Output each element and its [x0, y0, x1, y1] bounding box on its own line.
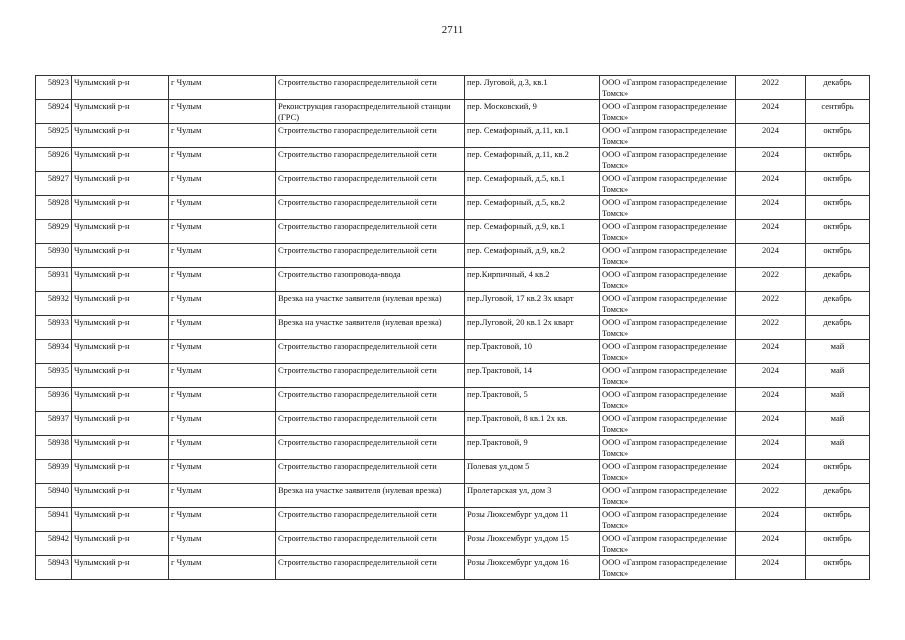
district-cell: Чулымский р-н [72, 316, 169, 340]
year-cell: 2024 [736, 196, 806, 220]
address-cell: пер. Семафорный, д.11, кв.1 [465, 124, 600, 148]
table-row [36, 268, 870, 292]
settlement-cell: г Чулым [169, 292, 276, 316]
settlement-cell: г Чулым [169, 148, 276, 172]
row-number-cell: 58943 [36, 556, 72, 580]
year-cell: 2024 [736, 508, 806, 532]
month-cell: декабрь [806, 484, 870, 508]
month-cell: декабрь [806, 316, 870, 340]
page-number: 2711 [441, 24, 464, 36]
row-number-cell: 58931 [36, 268, 72, 292]
table-row [36, 388, 870, 412]
address-cell: Розы Люксембург ул,дом 16 [465, 556, 600, 580]
work-type-cell: Реконструкция газораспределительной станции (ГРС) [276, 100, 465, 124]
address-cell: пер.Трактовой, 9 [465, 436, 600, 460]
table-row [36, 340, 870, 364]
table-row [36, 484, 870, 508]
year-cell: 2024 [736, 244, 806, 268]
table-row [36, 172, 870, 196]
settlement-cell: г Чулым [169, 124, 276, 148]
work-type-cell: Строительство газораспределительной сети [276, 220, 465, 244]
table-row [36, 556, 870, 580]
work-type-cell: Строительство газопровода-ввода [276, 268, 465, 292]
year-cell: 2024 [736, 532, 806, 556]
work-type-cell: Строительство газораспределительной сети [276, 196, 465, 220]
address-cell: пер.Трактовой, 8 кв.1 2х кв. [465, 412, 600, 436]
settlement-cell: г Чулым [169, 76, 276, 100]
row-number-cell: 58928 [36, 196, 72, 220]
table-row [36, 412, 870, 436]
work-type-cell: Строительство газораспределительной сети [276, 532, 465, 556]
row-number-cell: 58935 [36, 364, 72, 388]
row-number-cell: 58934 [36, 340, 72, 364]
address-cell: пер. Семафорный, д.11, кв.2 [465, 148, 600, 172]
year-cell: 2022 [736, 316, 806, 340]
table-row [36, 460, 870, 484]
row-number-cell: 58933 [36, 316, 72, 340]
settlement-cell: г Чулым [169, 436, 276, 460]
address-cell: пер. Луговой, д.3, кв.1 [465, 76, 600, 100]
month-cell: октябрь [806, 532, 870, 556]
settlement-cell: г Чулым [169, 556, 276, 580]
organization-cell: ООО «Газпром газораспределение Томск» [600, 172, 736, 196]
district-cell: Чулымский р-н [72, 268, 169, 292]
row-number-cell: 58923 [36, 76, 72, 100]
row-number-cell: 58924 [36, 100, 72, 124]
month-cell: декабрь [806, 76, 870, 100]
year-cell: 2024 [736, 364, 806, 388]
district-cell: Чулымский р-н [72, 292, 169, 316]
organization-cell: ООО «Газпром газораспределение Томск» [600, 220, 736, 244]
month-cell: май [806, 340, 870, 364]
settlement-cell: г Чулым [169, 100, 276, 124]
year-cell: 2022 [736, 76, 806, 100]
table-row [36, 244, 870, 268]
settlement-cell: г Чулым [169, 196, 276, 220]
row-number-cell: 58925 [36, 124, 72, 148]
work-type-cell: Строительство газораспределительной сети [276, 388, 465, 412]
month-cell: октябрь [806, 196, 870, 220]
table-row [36, 508, 870, 532]
table-row [36, 124, 870, 148]
table-row [36, 100, 870, 124]
table-row [36, 220, 870, 244]
settlement-cell: г Чулым [169, 532, 276, 556]
organization-cell: ООО «Газпром газораспределение Томск» [600, 268, 736, 292]
settlement-cell: г Чулым [169, 364, 276, 388]
address-cell: Пролетарская ул, дом 3 [465, 484, 600, 508]
district-cell: Чулымский р-н [72, 436, 169, 460]
district-cell: Чулымский р-н [72, 508, 169, 532]
table-row [36, 292, 870, 316]
month-cell: октябрь [806, 244, 870, 268]
month-cell: октябрь [806, 556, 870, 580]
work-type-cell: Строительство газораспределительной сети [276, 76, 465, 100]
address-cell: пер. Московский, 9 [465, 100, 600, 124]
organization-cell: ООО «Газпром газораспределение Томск» [600, 508, 736, 532]
settlement-cell: г Чулым [169, 412, 276, 436]
organization-cell: ООО «Газпром газораспределение Томск» [600, 76, 736, 100]
year-cell: 2024 [736, 460, 806, 484]
month-cell: май [806, 364, 870, 388]
address-cell: Розы Люксембург ул,дом 15 [465, 532, 600, 556]
month-cell: декабрь [806, 292, 870, 316]
work-type-cell: Строительство газораспределительной сети [276, 340, 465, 364]
settlement-cell: г Чулым [169, 460, 276, 484]
organization-cell: ООО «Газпром газораспределение Томск» [600, 364, 736, 388]
district-cell: Чулымский р-н [72, 484, 169, 508]
organization-cell: ООО «Газпром газораспределение Томск» [600, 244, 736, 268]
row-number-cell: 58938 [36, 436, 72, 460]
year-cell: 2024 [736, 340, 806, 364]
address-cell: Розы Люксембург ул,дом 11 [465, 508, 600, 532]
address-cell: пер. Семафорный, д.9, кв.2 [465, 244, 600, 268]
row-number-cell: 58930 [36, 244, 72, 268]
work-type-cell: Строительство газораспределительной сети [276, 556, 465, 580]
row-number-cell: 58937 [36, 412, 72, 436]
settlement-cell: г Чулым [169, 484, 276, 508]
work-type-cell: Строительство газораспределительной сети [276, 124, 465, 148]
table-row [36, 436, 870, 460]
row-number-cell: 58936 [36, 388, 72, 412]
organization-cell: ООО «Газпром газораспределение Томск» [600, 388, 736, 412]
year-cell: 2024 [736, 388, 806, 412]
table-row [36, 76, 870, 100]
work-type-cell: Врезка на участке заявителя (нулевая врезка) [276, 292, 465, 316]
row-number-cell: 58927 [36, 172, 72, 196]
address-cell: пер.Кирпичный, 4 кв.2 [465, 268, 600, 292]
month-cell: декабрь [806, 268, 870, 292]
organization-cell: ООО «Газпром газораспределение Томск» [600, 316, 736, 340]
address-cell: пер.Луговой, 20 кв.1 2х кварт [465, 316, 600, 340]
row-number-cell: 58939 [36, 460, 72, 484]
work-type-cell: Строительство газораспределительной сети [276, 508, 465, 532]
row-number-cell: 58932 [36, 292, 72, 316]
address-cell: пер.Трактовой, 5 [465, 388, 600, 412]
district-cell: Чулымский р-н [72, 364, 169, 388]
settlement-cell: г Чулым [169, 244, 276, 268]
district-cell: Чулымский р-н [72, 148, 169, 172]
address-cell: пер. Семафорный, д.9, кв.1 [465, 220, 600, 244]
year-cell: 2024 [736, 148, 806, 172]
table-row [36, 316, 870, 340]
organization-cell: ООО «Газпром газораспределение Томск» [600, 100, 736, 124]
district-cell: Чулымский р-н [72, 532, 169, 556]
month-cell: октябрь [806, 172, 870, 196]
table-row [36, 148, 870, 172]
row-number-cell: 58929 [36, 220, 72, 244]
organization-cell: ООО «Газпром газораспределение Томск» [600, 340, 736, 364]
settlement-cell: г Чулым [169, 340, 276, 364]
district-cell: Чулымский р-н [72, 124, 169, 148]
month-cell: октябрь [806, 220, 870, 244]
row-number-cell: 58942 [36, 532, 72, 556]
month-cell: октябрь [806, 508, 870, 532]
district-cell: Чулымский р-н [72, 100, 169, 124]
organization-cell: ООО «Газпром газораспределение Томск» [600, 412, 736, 436]
address-cell: Полевая ул,дом 5 [465, 460, 600, 484]
work-type-cell: Строительство газораспределительной сети [276, 364, 465, 388]
organization-cell: ООО «Газпром газораспределение Томск» [600, 124, 736, 148]
organization-cell: ООО «Газпром газораспределение Томск» [600, 484, 736, 508]
district-cell: Чулымский р-н [72, 244, 169, 268]
year-cell: 2022 [736, 268, 806, 292]
month-cell: октябрь [806, 148, 870, 172]
year-cell: 2024 [736, 556, 806, 580]
table-row [36, 196, 870, 220]
address-cell: пер.Трактовой, 10 [465, 340, 600, 364]
year-cell: 2024 [736, 412, 806, 436]
work-type-cell: Врезка на участке заявителя (нулевая врезка) [276, 484, 465, 508]
organization-cell: ООО «Газпром газораспределение Томск» [600, 556, 736, 580]
row-number-cell: 58941 [36, 508, 72, 532]
work-type-cell: Строительство газораспределительной сети [276, 172, 465, 196]
work-type-cell: Врезка на участке заявителя (нулевая врезка) [276, 316, 465, 340]
work-type-cell: Строительство газораспределительной сети [276, 436, 465, 460]
month-cell: октябрь [806, 124, 870, 148]
organization-cell: ООО «Газпром газораспределение Томск» [600, 460, 736, 484]
organization-cell: ООО «Газпром газораспределение Томск» [600, 292, 736, 316]
year-cell: 2024 [736, 220, 806, 244]
district-cell: Чулымский р-н [72, 76, 169, 100]
settlement-cell: г Чулым [169, 508, 276, 532]
address-cell: пер.Трактовой, 14 [465, 364, 600, 388]
organization-cell: ООО «Газпром газораспределение Томск» [600, 436, 736, 460]
district-cell: Чулымский р-н [72, 196, 169, 220]
district-cell: Чулымский р-н [72, 220, 169, 244]
year-cell: 2024 [736, 124, 806, 148]
address-cell: пер. Семафорный, д.5, кв.1 [465, 172, 600, 196]
month-cell: октябрь [806, 460, 870, 484]
address-cell: пер.Луговой, 17 кв.2 3х кварт [465, 292, 600, 316]
table-row [36, 532, 870, 556]
table-row [36, 364, 870, 388]
work-type-cell: Строительство газораспределительной сети [276, 460, 465, 484]
settlement-cell: г Чулым [169, 172, 276, 196]
year-cell: 2022 [736, 292, 806, 316]
organization-cell: ООО «Газпром газораспределение Томск» [600, 532, 736, 556]
district-cell: Чулымский р-н [72, 556, 169, 580]
settlement-cell: г Чулым [169, 220, 276, 244]
settlement-cell: г Чулым [169, 268, 276, 292]
organization-cell: ООО «Газпром газораспределение Томск» [600, 148, 736, 172]
row-number-cell: 58926 [36, 148, 72, 172]
row-number-cell: 58940 [36, 484, 72, 508]
month-cell: май [806, 412, 870, 436]
work-type-cell: Строительство газораспределительной сети [276, 412, 465, 436]
month-cell: май [806, 436, 870, 460]
work-type-cell: Строительство газораспределительной сети [276, 244, 465, 268]
district-cell: Чулымский р-н [72, 388, 169, 412]
organization-cell: ООО «Газпром газораспределение Томск» [600, 196, 736, 220]
settlement-cell: г Чулым [169, 316, 276, 340]
address-cell: пер. Семафорный, д.5, кв.2 [465, 196, 600, 220]
year-cell: 2024 [736, 436, 806, 460]
registry-table [35, 75, 870, 580]
settlement-cell: г Чулым [169, 388, 276, 412]
district-cell: Чулымский р-н [72, 412, 169, 436]
month-cell: май [806, 388, 870, 412]
district-cell: Чулымский р-н [72, 460, 169, 484]
year-cell: 2024 [736, 172, 806, 196]
month-cell: сентябрь [806, 100, 870, 124]
year-cell: 2024 [736, 100, 806, 124]
year-cell: 2022 [736, 484, 806, 508]
district-cell: Чулымский р-н [72, 340, 169, 364]
work-type-cell: Строительство газораспределительной сети [276, 148, 465, 172]
district-cell: Чулымский р-н [72, 172, 169, 196]
